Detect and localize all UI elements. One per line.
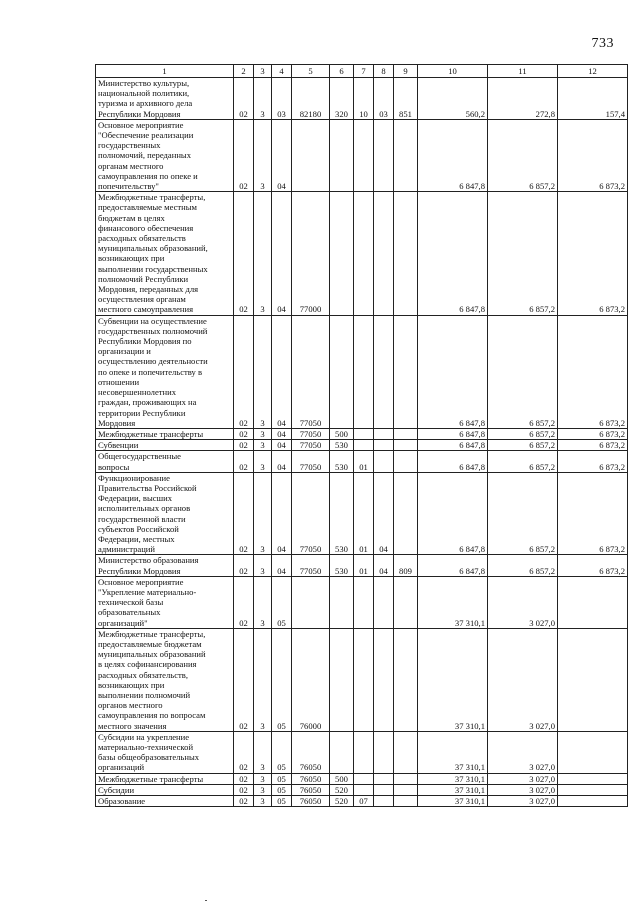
code-cell: 76050 <box>292 796 330 807</box>
code-cell: 02 <box>234 472 254 555</box>
code-cell: 3 <box>254 784 272 795</box>
code-cell: 04 <box>272 119 292 191</box>
row-name-cell: Субвенции на осуществление государственных полномочий Республики Мордовия по организации и осуществлению деятельности по опеке и попечительству в отношении несовершеннолетних граждан, проживающих на территории Республики Мордовия <box>96 315 234 428</box>
amount-cell: 6 873,2 <box>558 192 628 315</box>
column-header: 9 <box>394 65 418 78</box>
code-cell: 07 <box>354 796 374 807</box>
amount-cell: 6 857,2 <box>488 440 558 451</box>
code-cell: 04 <box>272 315 292 428</box>
row-name-cell: Министерство образования Республики Мордовия <box>96 555 234 576</box>
code-cell <box>394 119 418 191</box>
amount-cell: 6 873,2 <box>558 472 628 555</box>
code-cell <box>394 472 418 555</box>
amount-cell <box>558 784 628 795</box>
table-row <box>96 576 628 628</box>
code-cell: 04 <box>374 472 394 555</box>
code-cell <box>330 119 354 191</box>
code-cell <box>394 796 418 807</box>
row-name-cell: Основное мероприятие "Обеспечение реализации государственных полномочий, переданных органам местного самоуправления по опеке и попечительству" <box>96 119 234 191</box>
table-header <box>96 65 628 78</box>
code-cell <box>374 315 394 428</box>
code-cell <box>292 119 330 191</box>
amount-cell: 6 873,2 <box>558 315 628 428</box>
code-cell: 03 <box>272 78 292 120</box>
amount-cell: 3 027,0 <box>488 628 558 731</box>
code-cell <box>354 315 374 428</box>
code-cell <box>292 576 330 628</box>
code-cell: 77050 <box>292 315 330 428</box>
amount-cell: 37 310,1 <box>418 796 488 807</box>
amount-cell: 6 847,8 <box>418 472 488 555</box>
row-name-cell: Основное мероприятие "Укрепление материально- технической базы образовательных организаций" <box>96 576 234 628</box>
code-cell: 500 <box>330 428 354 439</box>
amount-cell: 6 847,8 <box>418 451 488 472</box>
code-cell: 02 <box>234 192 254 315</box>
column-header: 5 <box>292 65 330 78</box>
code-cell: 04 <box>272 440 292 451</box>
amount-cell: 157,4 <box>558 78 628 120</box>
amount-cell: 560,2 <box>418 78 488 120</box>
code-cell: 520 <box>330 784 354 795</box>
code-cell <box>394 440 418 451</box>
table-row <box>96 731 628 773</box>
code-cell: 02 <box>234 576 254 628</box>
code-cell: 3 <box>254 119 272 191</box>
code-cell <box>374 773 394 784</box>
page-number: 733 <box>591 36 614 51</box>
code-cell: 02 <box>234 440 254 451</box>
amount-cell <box>558 576 628 628</box>
amount-cell: 37 310,1 <box>418 784 488 795</box>
code-cell: 77050 <box>292 451 330 472</box>
table-row <box>96 315 628 428</box>
row-name-cell: Межбюджетные трансферты <box>96 428 234 439</box>
code-cell <box>354 773 374 784</box>
amount-cell <box>558 773 628 784</box>
table-row <box>96 796 628 807</box>
code-cell <box>394 784 418 795</box>
table-row <box>96 472 628 555</box>
code-cell <box>374 440 394 451</box>
table-row <box>96 192 628 315</box>
code-cell: 320 <box>330 78 354 120</box>
code-cell: 530 <box>330 472 354 555</box>
amount-cell: 3 027,0 <box>488 784 558 795</box>
code-cell: 77050 <box>292 428 330 439</box>
amount-cell: 3 027,0 <box>488 576 558 628</box>
code-cell <box>394 192 418 315</box>
code-cell <box>394 315 418 428</box>
code-cell: 02 <box>234 428 254 439</box>
header-row <box>96 65 628 78</box>
code-cell: 77050 <box>292 555 330 576</box>
column-header: 8 <box>374 65 394 78</box>
code-cell <box>354 440 374 451</box>
code-cell <box>394 428 418 439</box>
code-cell: 77050 <box>292 440 330 451</box>
amount-cell: 3 027,0 <box>488 731 558 773</box>
amount-cell: 6 873,2 <box>558 451 628 472</box>
amount-cell <box>558 796 628 807</box>
code-cell: 82180 <box>292 78 330 120</box>
row-name-cell: Функционирование Правительства Российской Федерации, высших исполнительных органов государственной власти субъектов Российской Федерации, местных администраций <box>96 472 234 555</box>
column-header: 10 <box>418 65 488 78</box>
code-cell: 3 <box>254 428 272 439</box>
code-cell: 530 <box>330 440 354 451</box>
amount-cell: 6 857,2 <box>488 315 558 428</box>
code-cell: 02 <box>234 628 254 731</box>
amount-cell: 6 873,2 <box>558 119 628 191</box>
amount-cell: 6 857,2 <box>488 119 558 191</box>
row-name-cell: Межбюджетные трансферты, предоставляемые бюджетам муниципальных образований в целях софинансирования расходных обязательств, возникающих при выполнении полномочий органов местного самоуправления по вопросам местного значения <box>96 628 234 731</box>
code-cell: 02 <box>234 119 254 191</box>
code-cell: 809 <box>394 555 418 576</box>
amount-cell: 6 873,2 <box>558 555 628 576</box>
table-row <box>96 428 628 439</box>
column-header: 1 <box>96 65 234 78</box>
code-cell: 3 <box>254 731 272 773</box>
column-header: 12 <box>558 65 628 78</box>
code-cell <box>394 731 418 773</box>
scan-mark <box>205 900 207 901</box>
code-cell: 76050 <box>292 773 330 784</box>
code-cell <box>330 315 354 428</box>
code-cell <box>374 628 394 731</box>
code-cell: 02 <box>234 315 254 428</box>
code-cell: 04 <box>272 472 292 555</box>
code-cell <box>374 784 394 795</box>
code-cell <box>374 796 394 807</box>
amount-cell: 272,8 <box>488 78 558 120</box>
amount-cell <box>558 731 628 773</box>
code-cell <box>374 119 394 191</box>
code-cell: 530 <box>330 451 354 472</box>
code-cell <box>354 784 374 795</box>
code-cell: 3 <box>254 78 272 120</box>
code-cell: 10 <box>354 78 374 120</box>
code-cell: 76050 <box>292 784 330 795</box>
column-header: 4 <box>272 65 292 78</box>
code-cell: 05 <box>272 773 292 784</box>
amount-cell: 6 857,2 <box>488 192 558 315</box>
code-cell: 76000 <box>292 628 330 731</box>
code-cell: 04 <box>272 451 292 472</box>
code-cell: 04 <box>272 192 292 315</box>
amount-cell: 6 857,2 <box>488 428 558 439</box>
amount-cell: 6 857,2 <box>488 451 558 472</box>
table-row <box>96 451 628 472</box>
code-cell: 05 <box>272 576 292 628</box>
code-cell: 76050 <box>292 731 330 773</box>
amount-cell: 6 857,2 <box>488 555 558 576</box>
code-cell <box>354 628 374 731</box>
code-cell <box>354 731 374 773</box>
row-name-cell: Субсидии <box>96 784 234 795</box>
code-cell: 851 <box>394 78 418 120</box>
amount-cell <box>558 628 628 731</box>
code-cell: 530 <box>330 555 354 576</box>
code-cell: 04 <box>272 555 292 576</box>
code-cell: 05 <box>272 731 292 773</box>
code-cell: 3 <box>254 796 272 807</box>
code-cell: 02 <box>234 773 254 784</box>
amount-cell: 6 847,8 <box>418 119 488 191</box>
code-cell: 3 <box>254 315 272 428</box>
column-header: 6 <box>330 65 354 78</box>
column-header: 7 <box>354 65 374 78</box>
amount-cell: 6 873,2 <box>558 440 628 451</box>
code-cell <box>374 451 394 472</box>
code-cell <box>394 773 418 784</box>
code-cell: 02 <box>234 555 254 576</box>
amount-cell: 6 873,2 <box>558 428 628 439</box>
table-row <box>96 784 628 795</box>
code-cell <box>374 731 394 773</box>
code-cell: 01 <box>354 472 374 555</box>
amount-cell: 37 310,1 <box>418 773 488 784</box>
row-name-cell: Субсидии на укрепление материально-технической базы общеобразовательных организаций <box>96 731 234 773</box>
amount-cell: 6 847,8 <box>418 440 488 451</box>
code-cell: 3 <box>254 192 272 315</box>
amount-cell: 37 310,1 <box>418 628 488 731</box>
code-cell <box>354 192 374 315</box>
code-cell <box>330 576 354 628</box>
code-cell <box>354 119 374 191</box>
code-cell <box>330 192 354 315</box>
code-cell: 01 <box>354 451 374 472</box>
code-cell <box>330 628 354 731</box>
code-cell <box>374 428 394 439</box>
code-cell: 02 <box>234 796 254 807</box>
row-name-cell: Общегосударственные вопросы <box>96 451 234 472</box>
code-cell: 3 <box>254 451 272 472</box>
code-cell: 520 <box>330 796 354 807</box>
code-cell <box>394 628 418 731</box>
table-body <box>96 78 628 807</box>
code-cell: 3 <box>254 628 272 731</box>
code-cell: 03 <box>374 78 394 120</box>
code-cell: 77050 <box>292 472 330 555</box>
amount-cell: 6 847,8 <box>418 315 488 428</box>
table-row <box>96 628 628 731</box>
amount-cell: 37 310,1 <box>418 576 488 628</box>
code-cell <box>354 576 374 628</box>
column-header: 2 <box>234 65 254 78</box>
code-cell: 04 <box>272 428 292 439</box>
code-cell: 3 <box>254 576 272 628</box>
code-cell: 02 <box>234 78 254 120</box>
amount-cell: 6 847,8 <box>418 428 488 439</box>
amount-cell: 6 847,8 <box>418 555 488 576</box>
table-row <box>96 78 628 120</box>
code-cell: 02 <box>234 451 254 472</box>
amount-cell: 6 857,2 <box>488 472 558 555</box>
code-cell: 05 <box>272 628 292 731</box>
code-cell: 500 <box>330 773 354 784</box>
code-cell: 05 <box>272 796 292 807</box>
row-name-cell: Министерство культуры, национальной политики, туризма и архивного дела Республики Мордовия <box>96 78 234 120</box>
code-cell: 02 <box>234 784 254 795</box>
table-row <box>96 440 628 451</box>
amount-cell: 3 027,0 <box>488 773 558 784</box>
amount-cell: 3 027,0 <box>488 796 558 807</box>
amount-cell: 37 310,1 <box>418 731 488 773</box>
code-cell: 3 <box>254 773 272 784</box>
table-row <box>96 773 628 784</box>
budget-table <box>95 64 628 807</box>
amount-cell: 6 847,8 <box>418 192 488 315</box>
code-cell: 02 <box>234 731 254 773</box>
row-name-cell: Межбюджетные трансферты <box>96 773 234 784</box>
code-cell: 77000 <box>292 192 330 315</box>
row-name-cell: Субвенции <box>96 440 234 451</box>
code-cell: 05 <box>272 784 292 795</box>
code-cell: 04 <box>374 555 394 576</box>
code-cell <box>374 576 394 628</box>
code-cell <box>374 192 394 315</box>
code-cell: 3 <box>254 472 272 555</box>
code-cell: 01 <box>354 555 374 576</box>
row-name-cell: Образование <box>96 796 234 807</box>
column-header: 11 <box>488 65 558 78</box>
column-header: 3 <box>254 65 272 78</box>
code-cell: 3 <box>254 555 272 576</box>
code-cell <box>394 576 418 628</box>
table-row <box>96 119 628 191</box>
code-cell: 3 <box>254 440 272 451</box>
code-cell <box>330 731 354 773</box>
code-cell <box>394 451 418 472</box>
code-cell <box>354 428 374 439</box>
table-row <box>96 555 628 576</box>
row-name-cell: Межбюджетные трансферты, предоставляемые местным бюджетам в целях финансового обеспечения расходных обязательств муниципальных образований, возникающих при выполнении государственных полномочий Республики Мордовия, переданных для осуществления органам местного самоуправления <box>96 192 234 315</box>
